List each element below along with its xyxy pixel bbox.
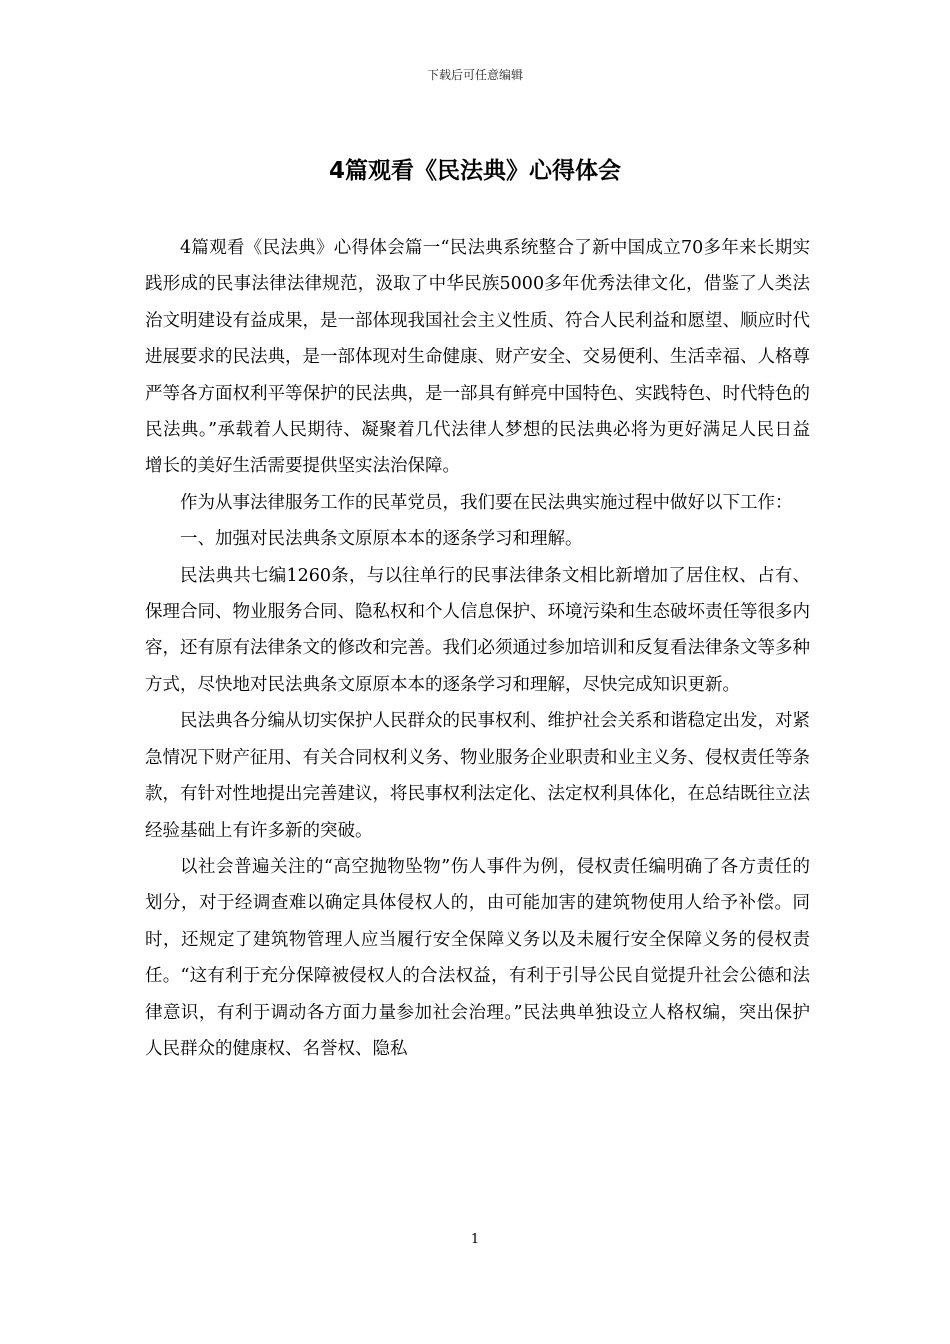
page-header-note: 下载后可任意编辑 <box>426 68 523 82</box>
paragraph: 以社会普遍关注的“高空抛物坠物”伤人事件为例，侵权责任编明确了各方责任的划分，对于经调查难以确定具体侵权人的，由可能加害的建筑物使用人给予补偿。同时，还规定了建筑物管理人应当履行安全保障义务以及未履行安全保障义务的侵权责任。“这有利于充分保障被侵权人的合法权益，有利于引导公民自觉提升社会公德和法律意识，有利于调动各方面力量参加社会治理。”民法典单独设立人格权编，突出保护人民群众的健康权、名誉权、隐私 <box>145 856 810 1059</box>
section-heading: 一、加强对民法典条文原原本本的逐条学习和理解。 <box>180 529 583 550</box>
paragraph: 民法典共七编1260条，与以往单行的民事法律条文相比新增加了居住权、占有、保理合同、物业服务合同、隐私权和个人信息保护、环境污染和生态破坏责任等很多内容，还有原有法律条文的修改和完善。我们必须通过参加培训和反复看法律条文等多种方式，尽快地对民法典条文原原本本的逐条学习和理解，尽快完成知识更新。 <box>145 565 810 695</box>
document-body <box>145 230 810 1067</box>
document-title: 4篇观看《民法典》心得体会 <box>328 158 621 184</box>
paragraph: 民法典各分编从切实保护人民群众的民事权利、维护社会关系和谐稳定出发，对紧急情况下财产征用、有关合同权利义务、物业服务企业职责和业主义务、侵权责任等条款，有针对性地提出完善建议，将民事权利法定化、法定权利具体化，在总结既往立法经验基础上有许多新的突破。 <box>145 711 810 841</box>
paragraph: 作为从事法律服务工作的民革党员，我们要在民法典实施过程中做好以下工作： <box>180 492 793 513</box>
paragraph: 4篇观看《民法典》心得体会篇一“民法典系统整合了新中国成立70多年来长期实践形成的民事法律法律规范，汲取了中华民族5000多年优秀法律文化，借鉴了人类法治文明建设有益成果，是一部体现我国社会主义性质、符合人民利益和愿望、顺应时代进展要求的民法典，是一部体现对生命健康、财产安全、交易便利、生活幸福、人格尊严等各方面权利平等保护的民法典，是一部具有鲜亮中国特色、实践特色、时代特色的民法典。”承载着人民期待、凝聚着几代法律人梦想的民法典必将为更好满足人民日益增长的美好生活需要提供坚实法治保障。 <box>145 238 810 477</box>
page-number: 1 <box>470 1232 480 1247</box>
